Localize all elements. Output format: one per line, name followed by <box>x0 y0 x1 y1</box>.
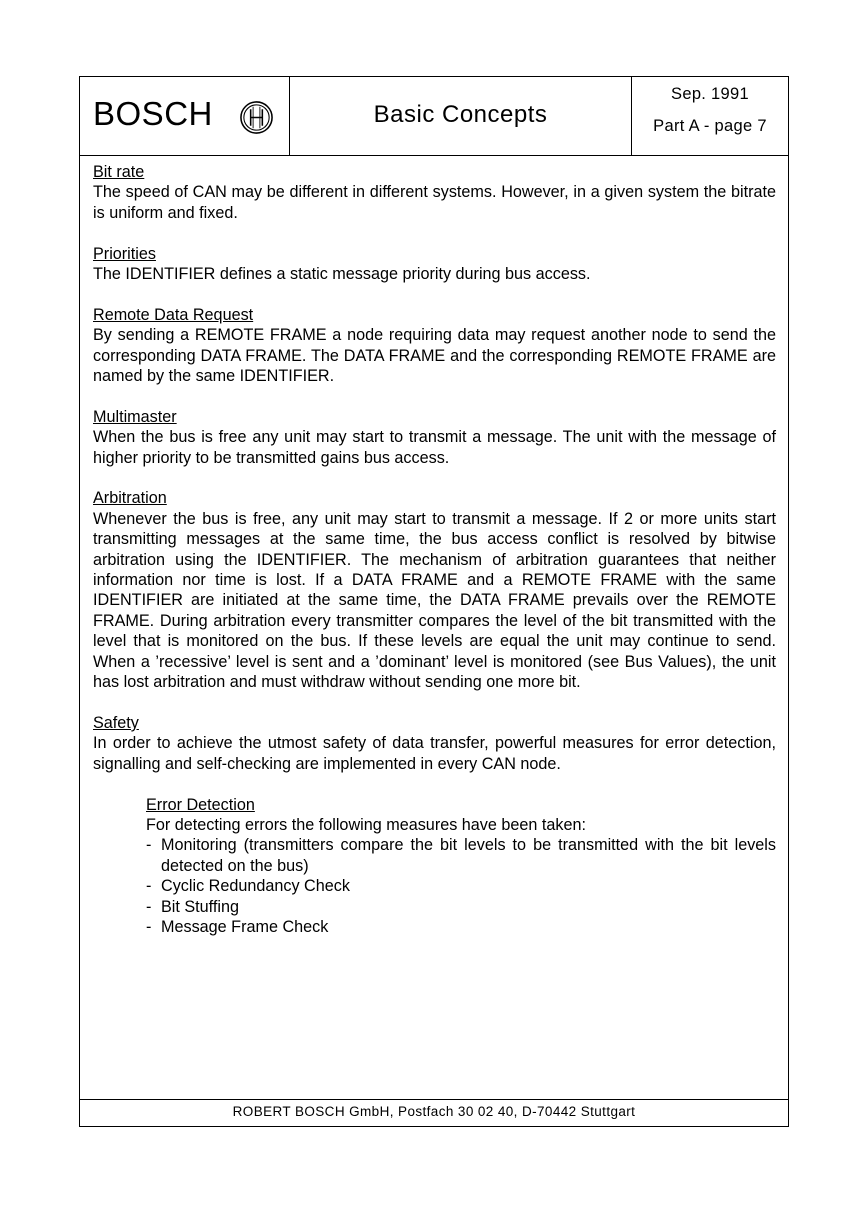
document-date: Sep. 1991 <box>671 85 749 103</box>
section-text: When the bus is free any unit may start to transmit a message. The unit with the message of higher priority to be transmitted gains bus access. <box>93 428 776 467</box>
error-detection-list <box>146 835 776 937</box>
section-safety <box>93 713 776 774</box>
section-bit-rate <box>93 162 776 223</box>
page-title: Basic Concepts <box>373 101 548 128</box>
section-text: In order to achieve the utmost safety of data transfer, powerful measures for error detection, signalling and self-checking are implemented in every CAN node. <box>93 734 776 773</box>
bosch-armature-logo-icon <box>239 100 274 135</box>
date-cell <box>632 77 788 155</box>
section-heading: Arbitration <box>93 489 167 508</box>
subsection-heading: Error Detection <box>146 795 255 814</box>
subsection-error-detection <box>146 795 776 938</box>
section-heading: Multimaster <box>93 407 177 426</box>
section-heading: Bit rate <box>93 163 145 181</box>
list-item-text: Bit Stuffing <box>161 897 239 916</box>
page-frame <box>79 76 789 1127</box>
section-arbitration <box>93 488 776 692</box>
page-header <box>80 77 788 156</box>
list-item <box>146 835 776 876</box>
list-bullet: - <box>146 897 152 916</box>
list-item <box>146 897 776 917</box>
section-priorities <box>93 244 776 285</box>
list-item <box>146 876 776 896</box>
logo-cell <box>80 77 290 155</box>
subsection-intro: For detecting errors the following measures have been taken: <box>146 815 587 834</box>
section-heading: Safety <box>93 713 139 732</box>
page-number: Part A - page 7 <box>653 117 767 135</box>
title-cell <box>290 77 632 155</box>
section-text: By sending a REMOTE FRAME a node requiring data may request another node to send the corresponding DATA FRAME. The DATA FRAME and the corresponding REMOTE FRAME are named by the same IDENTIFIER. <box>93 326 776 386</box>
section-multimaster <box>93 407 776 468</box>
section-text: Whenever the bus is free, any unit may start to transmit a message. If 2 or more units start transmitting messages at the same time, the bus access conflict is resolved by bitwise arbitration using the IDENTIFIER. The mechanism of arbitration guarantees that neither information nor time is lost. If a DATA FRAME and a REMOTE FRAME with the same IDENTIFIER are initiated at the same time, the DATA FRAME prevails over the REMOTE FRAME. During arbitration every transmitter compares the level of the bit transmitted with the level that is monitored on the bus. If these levels are equal the unit may continue to send. When a ’recessive’ level is sent and a ’dominant’ level is monitored (see Bus Values), the unit has lost arbitration and must withdraw without sending one more bit. <box>93 509 776 692</box>
section-remote-data-request <box>93 305 776 387</box>
company-logo-text: BOSCH <box>93 95 213 132</box>
list-item-text: Monitoring (transmitters compare the bit levels to be transmitted with the bit levels detected on the bus) <box>161 836 776 875</box>
list-bullet: - <box>146 917 152 936</box>
list-bullet: - <box>146 836 152 855</box>
list-item-text: Cyclic Redundancy Check <box>161 877 350 896</box>
list-item-text: Message Frame Check <box>161 917 329 936</box>
section-heading: Remote Data Request <box>93 305 254 324</box>
page-footer <box>80 1099 788 1127</box>
document-body <box>93 162 776 958</box>
section-heading: Priorities <box>93 244 156 263</box>
list-item <box>146 917 776 937</box>
list-bullet: - <box>146 877 152 896</box>
footer-address: ROBERT BOSCH GmbH, Postfach 30 02 40, D-70442 Stuttgart <box>232 1104 636 1119</box>
section-text: The IDENTIFIER defines a static message priority during bus access. <box>93 265 591 284</box>
section-text: The speed of CAN may be different in different systems. However, in a given system the bitrate is uniform and fixed. <box>93 183 776 222</box>
